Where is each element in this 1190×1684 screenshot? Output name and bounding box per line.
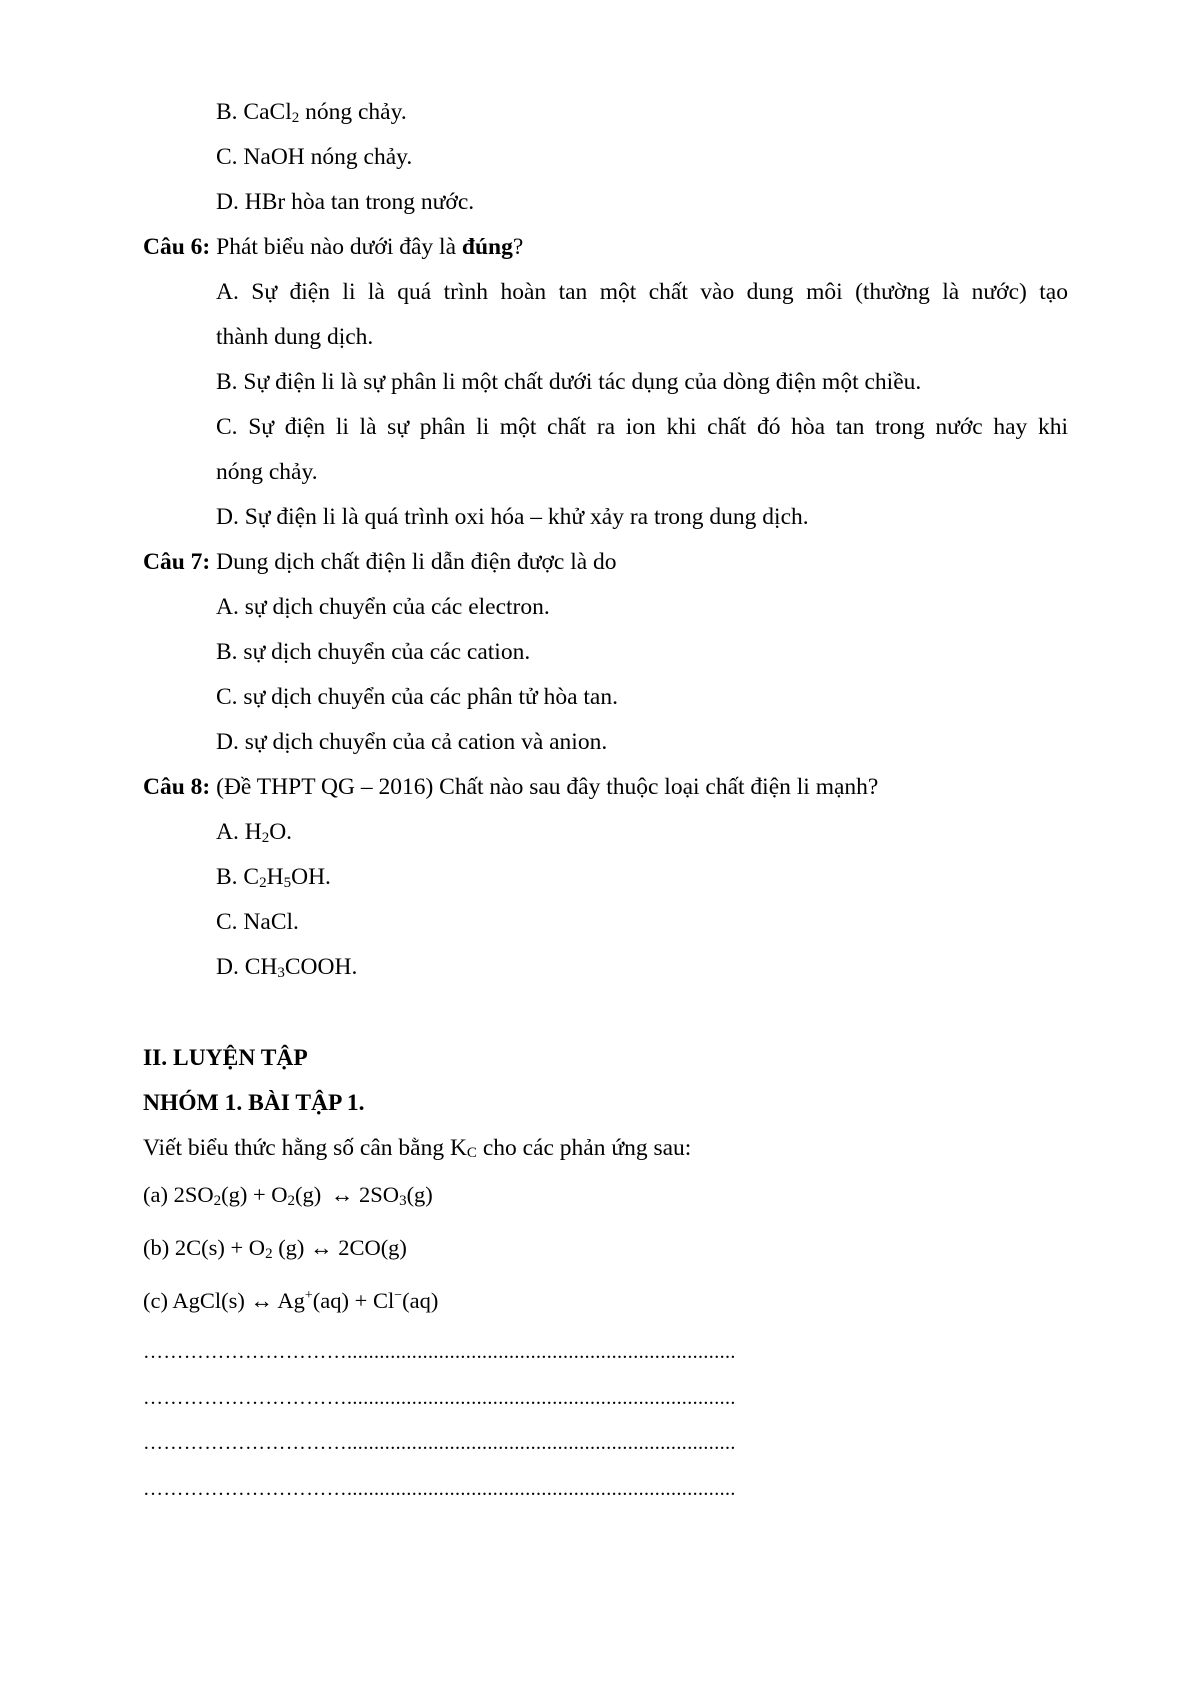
q7-label: Câu 7: — [143, 549, 211, 575]
q7-option-a: A. sự dịch chuyển của các electron. — [216, 594, 550, 620]
q6-option-b: B. Sự điện li là sự phân li một chất dưới tác dụng của dòng điện một chiều. — [216, 369, 922, 395]
q8-option-d: D. $CH_3COOH$. — [216, 954, 358, 981]
q6-option-c-line1: C. Sự điện li là sự phân li một chất ra ion khi chất đó hòa tan trong nước hay khi — [216, 414, 1068, 440]
q8-option-b: B. $C_2H_5OH$. — [216, 864, 331, 891]
q6-option-a-line2: thành dung dịch. — [216, 324, 374, 350]
q8-stem: Câu 8: (Đề THPT QG – 2016) Chất nào sau đây thuộc loại chất điện li mạnh? — [143, 774, 879, 800]
q6-stem: Câu 6: Phát biểu nào dưới đây là đúng? — [143, 234, 524, 260]
q7-option-b: B. sự dịch chuyển của các cation. — [216, 639, 531, 665]
group-heading: NHÓM 1. BÀI TẬP 1. — [143, 1090, 365, 1116]
equation-a: (a) $2SO_2(g) + O_2(g)$ ↔ $2SO_3(g)$ — [143, 1182, 433, 1209]
answer-line-3[interactable]: …………………………........................................................................ — [143, 1432, 736, 1454]
q8-option-a: A. $H_2O$. — [216, 819, 293, 846]
q5-option-c: C. NaOH nóng chảy. — [216, 144, 413, 170]
q6-option-d: D. Sự điện li là quá trình oxi hóa – khử xảy ra trong dung dịch. — [216, 504, 809, 530]
q8-label: Câu 8: — [143, 774, 211, 800]
q7-stem: Câu 7: Dung dịch chất điện li dẫn điện được là do — [143, 549, 617, 575]
answer-line-2[interactable]: …………………………........................................................................ — [143, 1387, 736, 1409]
q5-option-d: D. HBr hòa tan trong nước. — [216, 189, 475, 215]
section-heading: II. LUYỆN TẬP — [143, 1045, 308, 1071]
q8-option-c: C. NaCl. — [216, 909, 299, 935]
equation-b: (b) $2C(s) + O_2$ (g) ↔ 2CO(g) — [143, 1235, 407, 1262]
answer-line-4[interactable]: …………………………........................................................................ — [143, 1478, 736, 1500]
q5-option-b: B. CaCl$_2$ nóng chảy. — [216, 99, 407, 126]
equation-c: (c) AgCl(s) ↔ Ag+(aq) + Cl−(aq) — [143, 1288, 439, 1313]
q6-option-a-line1: A. Sự điện li là quá trình hoàn tan một chất vào dung môi (thường là nước) tạo — [216, 279, 1068, 305]
q7-option-d: D. sự dịch chuyển của cả cation và anion. — [216, 729, 608, 755]
q7-option-c: C. sự dịch chuyển của các phân tử hòa tan. — [216, 684, 618, 710]
answer-line-1[interactable]: …………………………........................................................................ — [143, 1341, 736, 1363]
q6-label: Câu 6: — [143, 234, 211, 260]
q6-option-c-line2: nóng chảy. — [216, 459, 318, 485]
instruction: Viết biểu thức hằng số cân bằng $K_C$ cho các phản ứng sau: — [143, 1135, 692, 1161]
